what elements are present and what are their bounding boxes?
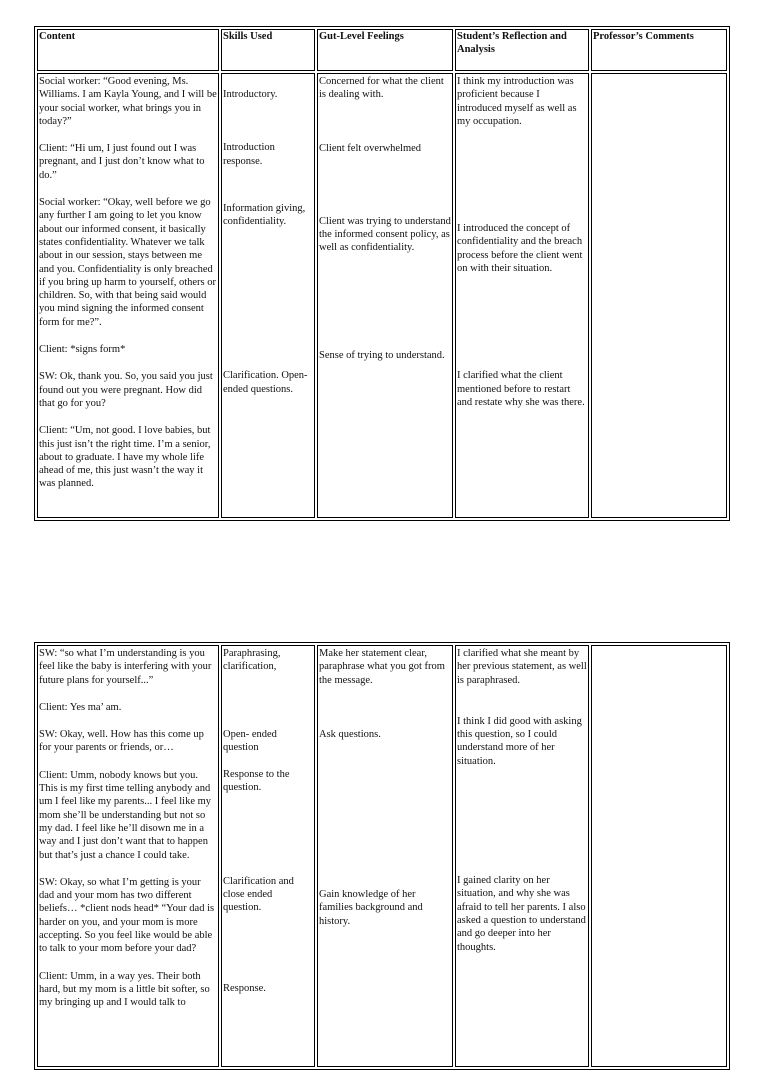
- skill-entry: Introduction response.: [223, 142, 275, 167]
- header-content: Content: [37, 29, 219, 71]
- reflection-entry: I introduced the concept of confidentiality and the breach process before the client went on with their situation.: [457, 223, 583, 275]
- skill-entry: Response to the question.: [223, 769, 290, 794]
- feeling-entry: Gain knowledge of her families background and history.: [319, 889, 423, 927]
- header-row: [37, 29, 727, 71]
- header-gut-level-feelings: Gut-Level Feelings: [317, 29, 453, 71]
- feeling-entry: Client was trying to understand the informed consent policy, as well as confidentiality.: [319, 215, 451, 254]
- reflection-entry: I clarified what the client mentioned before to restart and restate why she was there.: [457, 370, 585, 408]
- content-cell: [37, 645, 219, 1067]
- reflection-entry: I gained clarity on her situation, and why she was afraid to tell her parents. I also asked a question to understand and go deeper into her thoughts.: [457, 875, 586, 953]
- dialogue-line: Client: “Hi um, I just found out I was pregnant, and I just don’t know what to do.”: [39, 143, 205, 181]
- feelings-cell: [317, 73, 453, 518]
- table-row: [37, 645, 727, 1067]
- reflection-cell: [455, 645, 589, 1067]
- process-recording-table-2: [34, 642, 730, 1070]
- dialogue-line: Social worker: “Okay, well before we go any further I am going to let you know about our informed consent, it basically states confidentiality. Whatever we talk about in our session, stays between me and you. Confidentiality is only breached if you bring up harm to yourself, others or children. So, with that being said would you mind signing the informed consent form for me?”.: [39, 197, 217, 328]
- header-skills-used: Skills Used: [221, 29, 315, 71]
- skills-cell: [221, 645, 315, 1067]
- dialogue-line: SW: Okay, well. How has this come up for your parents or friends, or…: [39, 729, 204, 754]
- header-professor-comments: Professor’s Comments: [591, 29, 727, 71]
- feeling-entry: Ask questions.: [319, 728, 381, 740]
- feeling-entry: Make her statement clear, paraphrase what you got from the message.: [319, 648, 445, 686]
- dialogue-line: SW: Okay, so what I’m getting is your dad and your mom has two different beliefs… *client nods head* “Your dad is harder on you, and your mom is more accepting. So you feel like would be able to talk to your mom before your dad?: [39, 876, 215, 955]
- dialogue-line: Client: Umm, nobody knows but you. This is my first time telling anybody and um I feel like my parents... I feel like my mom she’ll be understanding but not so my dad. I feel like he’ll disown me in a way and I just don’t want that to happen but that’s just a chance I could take.: [39, 769, 212, 861]
- feeling-entry: Client felt overwhelmed: [319, 142, 422, 154]
- skills-cell: [221, 73, 315, 518]
- dialogue-line: SW: “so what I’m understanding is you feel like the baby is interfering with your future plans for yourself...”: [39, 648, 212, 686]
- feeling-entry: Sense of trying to understand.: [319, 349, 445, 361]
- dialogue-line: Client: *signs form*: [39, 344, 126, 356]
- header-student-reflection: Student’s Reflection and Analysis: [455, 29, 589, 71]
- skill-entry: Paraphrasing, clarification,: [223, 648, 281, 673]
- dialogue-line: Client: Umm, in a way yes. Their both hard, but my mom is a little bit softer, so my bringing up and I would talk to: [39, 970, 210, 1009]
- reflection-entry: I clarified what she meant by her previous statement, as well is paraphrased.: [457, 648, 587, 686]
- feeling-entry: Concerned for what the client is dealing with.: [319, 76, 444, 101]
- skill-entry: Clarification. Open-ended questions.: [223, 370, 308, 395]
- skill-entry: Clarification and close ended question.: [223, 875, 294, 914]
- skill-entry: Introductory.: [223, 89, 278, 100]
- professor-comments-cell: [591, 73, 727, 518]
- professor-comments-cell: [591, 645, 727, 1067]
- dialogue-line: Client: Yes ma’ am.: [39, 701, 122, 713]
- process-recording-table-1: [34, 26, 730, 521]
- reflection-cell: [455, 73, 589, 518]
- reflection-entry: I think my introduction was proficient because I introduced myself as well as my occupation.: [457, 76, 577, 127]
- reflection-entry: I think I did good with asking this question, so I could understand more of her situation.: [457, 715, 582, 767]
- content-cell: [37, 73, 219, 518]
- feelings-cell: [317, 645, 453, 1067]
- skill-entry: Information giving, confidentiality.: [223, 202, 306, 228]
- skill-entry: Open- ended question: [223, 728, 277, 753]
- dialogue-line: Social worker: “Good evening, Ms. Williams. I am Kayla Young, and I will be your social worker, what brings you in today?”: [39, 76, 217, 127]
- dialogue-line: Client: “Um, not good. I love babies, but this just isn’t the right time. I’m a senior, about to graduate. I have my whole life ahead of me, this just wasn’t the way it was planned.: [39, 425, 211, 490]
- dialogue-line: SW: Ok, thank you. So, you said you just found out you were pregnant. How did that go for you?: [39, 371, 213, 409]
- skill-entry: Response.: [223, 982, 266, 994]
- table-row: [37, 73, 727, 518]
